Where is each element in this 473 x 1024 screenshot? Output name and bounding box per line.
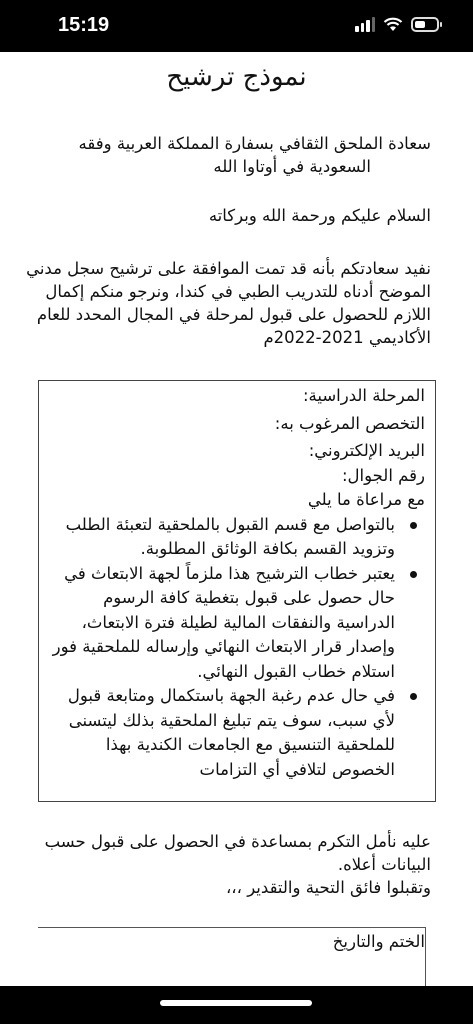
field-mobile: رقم الجوال: — [342, 465, 425, 485]
signature-divider-vertical — [425, 927, 426, 987]
stamp-date-label: الختم والتاريخ — [332, 932, 425, 951]
cellular-signal-icon — [355, 16, 375, 32]
home-indicator-area — [0, 986, 473, 1024]
list-item-text: يعتبر خطاب الترشيح هذا ملزماً لجهة الابتعاث في حال حصول على قبول بتغطية كافة الرسوم الدراسية والنفقات المالية لطيلة فترة الابتعاث، وإصدار قرار الابتعاث النهائي وإرساله للملحقية فور استلام خطاب القبول النهائي. — [52, 563, 395, 681]
notes-intro: مع مراعاة ما يلي — [307, 490, 425, 509]
list-item — [47, 513, 395, 562]
field-email: البريد الإلكتروني: — [308, 441, 425, 460]
closing-paragraph — [21, 830, 431, 899]
document-title: نموذج ترشيح — [166, 62, 307, 92]
status-time: 15:19 — [58, 14, 110, 36]
addressee — [21, 132, 431, 178]
bullet-icon — [410, 693, 417, 700]
addressee-line-1: سعادة الملحق الثقافي بسفارة المملكة العربية وفقه — [78, 134, 431, 153]
list-item — [47, 684, 395, 782]
greeting: السلام عليكم ورحمة الله وبركاته — [208, 206, 431, 225]
closing-line-2: وتقبلوا فائق التحية والتقدير ،،، — [225, 878, 431, 897]
details-box — [38, 380, 436, 802]
list-item — [47, 562, 395, 685]
status-bar — [0, 0, 473, 52]
home-indicator[interactable] — [160, 1000, 312, 1006]
bullet-icon — [410, 571, 417, 578]
intro-paragraph: نفيد سعادتكم بأنه قد تمت الموافقة على ترشيح سجل مدني الموضح أدناه للتدريب الطبي في كندا، ونرجو منكم إكمال اللازم للحصول على قبول لمرحلة في المجال المحدد للعام الأكاديمي 2021-2022م — [26, 259, 431, 347]
wifi-icon — [383, 17, 403, 32]
closing-line-1: عليه نأمل التكرم بمساعدة في الحصول على قبول حسب البيانات أعلاه. — [44, 832, 431, 874]
list-item-text: بالتواصل مع قسم القبول بالملحقية لتعبئة الطلب وتزويد القسم بكافة الوثائق المطلوبة. — [65, 514, 395, 558]
document-page — [0, 52, 473, 986]
addressee-line-2: السعودية في أوتاوا الله — [213, 157, 371, 176]
status-icons — [355, 16, 439, 32]
notes-list — [47, 513, 425, 783]
signature-divider — [38, 927, 425, 928]
field-stage: المرحلة الدراسية: — [302, 386, 425, 405]
battery-icon — [411, 17, 439, 32]
field-specialty: التخصص المرغوب به: — [274, 413, 425, 433]
battery-level — [415, 21, 425, 28]
list-item-text: في حال عدم رغبة الجهة باستكمال ومتابعة قبول لأي سبب، سوف يتم تبليغ الملحقية بذلك ليتسنى للملحقية التنسيق مع الجامعات الكندية بهذا الخصوص لتلافي أي التزامات — [67, 686, 395, 779]
bullet-icon — [410, 522, 417, 529]
